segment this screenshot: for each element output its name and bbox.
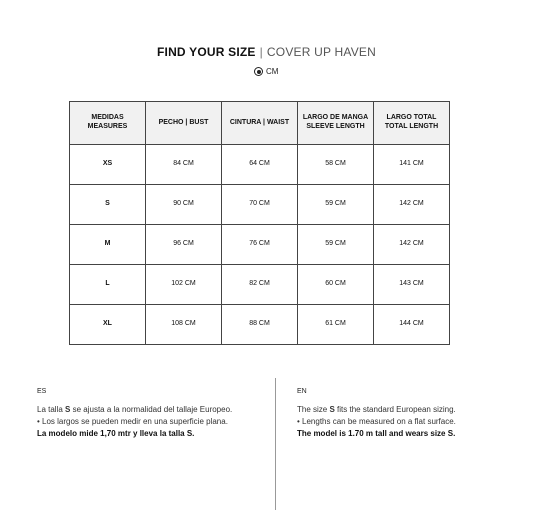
header-text: PECHO | BUST (158, 118, 209, 126)
measurement-cell: 61 CM (298, 305, 374, 345)
note-es-line1-post: se ajusta a la normalidad del tallaje Europeo. (70, 405, 233, 414)
measurement-cell: 102 CM (146, 265, 222, 305)
measurement-cell: 141 CM (374, 145, 450, 185)
header-text: LARGO DE MANGA (302, 114, 369, 122)
measurement-cell: 84 CM (146, 145, 222, 185)
column-divider (275, 378, 276, 510)
measurement-cell: 59 CM (298, 185, 374, 225)
size-cell: S (70, 185, 146, 225)
measurement-cell: 143 CM (374, 265, 450, 305)
note-es-line2: • Los largos se pueden medir en una superficie plana. (37, 417, 228, 426)
measurement-cell: 64 CM (222, 145, 298, 185)
table-header-cell (298, 102, 374, 145)
unit-option-cm[interactable] (254, 67, 278, 76)
note-es-line3: La modelo mide 1,70 mtr y lleva la talla S. (37, 429, 195, 438)
radio-selected-icon[interactable] (254, 67, 263, 76)
note-en-line1-post: fits the standard European sizing. (334, 405, 456, 414)
page-title (0, 45, 533, 59)
table-header-cell (70, 102, 146, 145)
measurement-cell: 142 CM (374, 225, 450, 265)
table-row (70, 305, 450, 345)
table-row (70, 265, 450, 305)
note-es-line1-pre: La talla (37, 405, 66, 414)
measurement-cell: 70 CM (222, 185, 298, 225)
header-text: CINTURA | WAIST (229, 118, 290, 126)
size-cell: XL (70, 305, 146, 345)
measurement-cell: 82 CM (222, 265, 298, 305)
lang-label-en: EN (297, 388, 307, 395)
note-en-line1-pre: The size (297, 405, 330, 414)
table-header-row (70, 102, 450, 145)
measurement-cell: 59 CM (298, 225, 374, 265)
note-en-line3: The model is 1.70 m tall and wears size S. (297, 429, 456, 438)
measurement-cell: 96 CM (146, 225, 222, 265)
table-header-cell (222, 102, 298, 145)
note-en-line1 (297, 404, 517, 416)
title-main: FIND YOUR SIZE (157, 45, 256, 59)
notes-es (37, 386, 262, 440)
measurement-cell: 108 CM (146, 305, 222, 345)
note-en-line2: • Lengths can be measured on a flat surface. (297, 417, 456, 426)
measurement-cell: 142 CM (374, 185, 450, 225)
header-text: TOTAL LENGTH (384, 123, 439, 130)
measurement-cell: 88 CM (222, 305, 298, 345)
unit-label: CM (266, 67, 279, 76)
measurement-cell: 58 CM (298, 145, 374, 185)
note-es-line1 (37, 404, 262, 416)
note-en-size: S (329, 405, 335, 414)
header-text: SLEEVE LENGTH (306, 123, 365, 130)
measurement-cell: 144 CM (374, 305, 450, 345)
measurement-cell: 60 CM (298, 265, 374, 305)
table-header-cell (374, 102, 450, 145)
table-row (70, 185, 450, 225)
header-text: MEDIDAS (91, 114, 124, 122)
notes-en (297, 386, 517, 440)
size-cell: XS (70, 145, 146, 185)
size-table-body (70, 145, 450, 345)
header-text: LARGO TOTAL (386, 114, 437, 122)
measurement-cell: 76 CM (222, 225, 298, 265)
header-text: MEASURES (87, 123, 128, 130)
table-row (70, 225, 450, 265)
size-cell: M (70, 225, 146, 265)
table-header-cell (146, 102, 222, 145)
title-subtitle: COVER UP HAVEN (266, 45, 376, 59)
title-separator: | (259, 45, 263, 59)
size-cell: L (70, 265, 146, 305)
lang-label-es: ES (37, 388, 47, 395)
note-es-size: S (65, 405, 71, 414)
table-row (70, 145, 450, 185)
measurement-cell: 90 CM (146, 185, 222, 225)
size-table (69, 101, 450, 345)
